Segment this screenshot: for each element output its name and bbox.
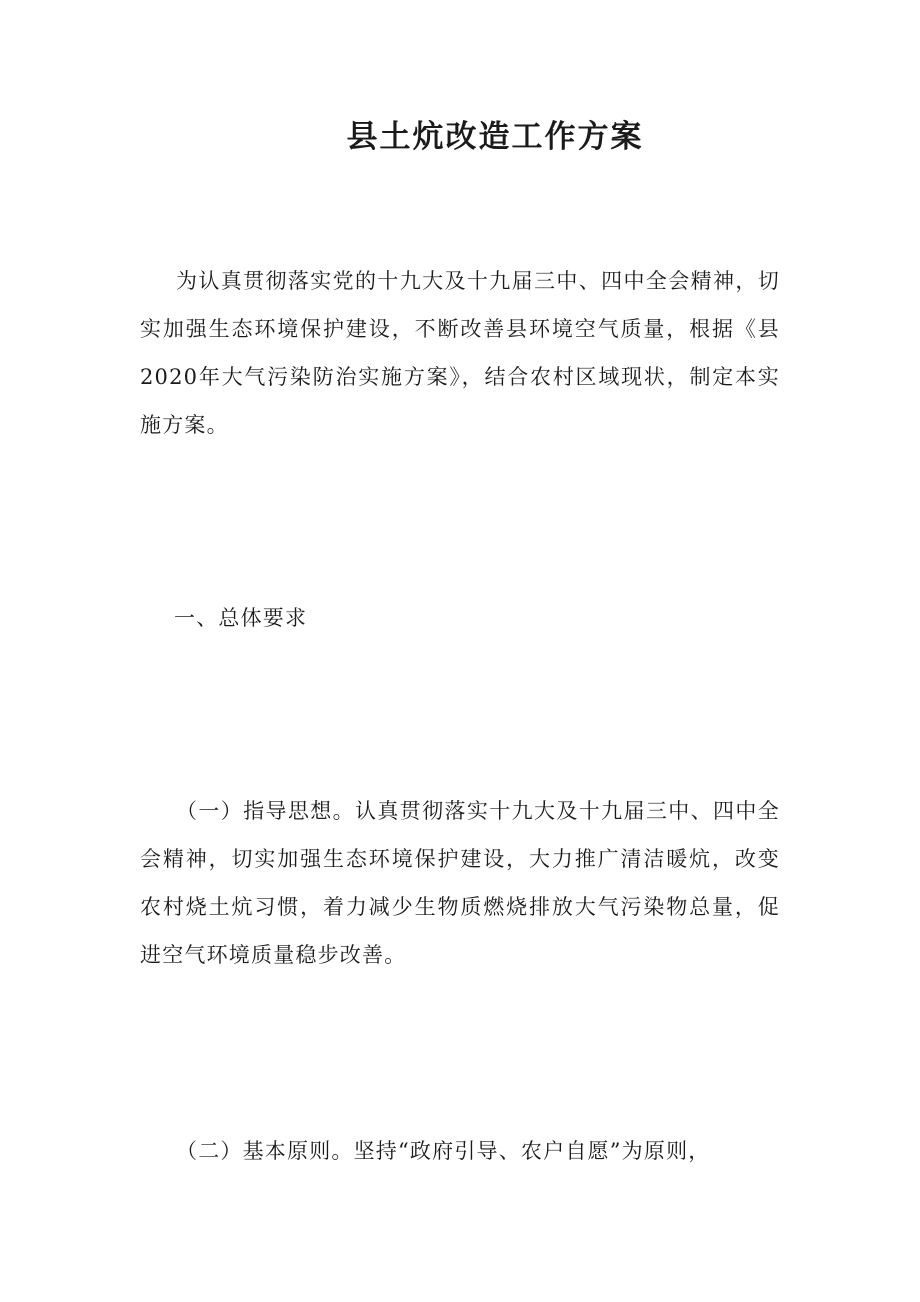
basic-principle-paragraph: （二）基本原则。坚持“政府引导、农户自愿”为原则， <box>176 1139 711 1163</box>
section-heading-overall-requirements: 一、总体要求 <box>174 606 308 630</box>
intro-paragraph: 为认真贯彻落实党的十九大及十九届三中、四中全会精神，切实加强生态环境保护建设，不断改善县环境空气质量，根据《县2020年大气污染防治实施方案》，结合农村区域现状，制定本实施方案。 <box>140 269 780 437</box>
guiding-thought-paragraph: （一）指导思想。认真贯彻落实十九大及十九届三中、四中全会精神，切实加强生态环境保护建设，大力推广清洁暖炕，改变农村烧土炕习惯，着力减少生物质燃烧排放大气污染物总量，促进空气环境质量稳步改善。 <box>140 799 780 967</box>
document-title: 县土炕改造工作方案 <box>346 119 644 155</box>
